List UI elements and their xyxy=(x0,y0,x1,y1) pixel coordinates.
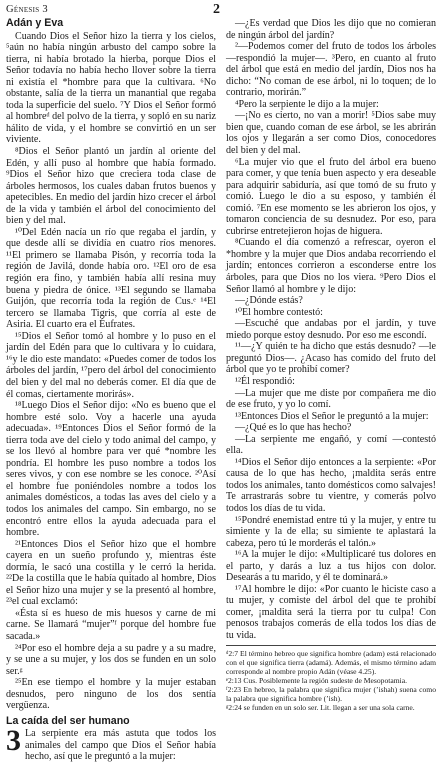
paragraph: ¹⁴Dios el Señor dijo entonces a la serpiente: «Por causa de lo que has hecho, ¡maldita serás entre todos los animales, tanto domésticos como salvajes! Te arrastrarás sobre tu vientre, y comerás polvo todos los días de tu vida. xyxy=(226,456,436,514)
footnote: ᵈ2:7 El término hebreo que significa hombre (adam) está relacionado con el que significa tierra (adamá). Además, el mismo término adam corresponde al nombre propio Adán (véase 4.25). xyxy=(226,648,436,676)
section-heading: La caída del ser humano xyxy=(6,714,130,727)
paragraph: ¹⁵Pondré enemistad entre tú y la mujer, y entre tu simiente y la de ella; su simiente te aplastará la cabeza, pero tú le morderás el talón.» xyxy=(226,514,436,549)
paragraph: ⁸Dios el Señor plantó un jardín al oriente del Edén, y allí puso al hombre que había formado. ⁹Dios el Señor hizo que creciera toda clase de árboles hermosos, los cuales daban frutos buenos y apetecibles. En medio del jardín hizo crecer el árbol de la vida y también el árbol del conocimiento del bien y del mal. xyxy=(6,146,216,227)
paragraph: ¹⁵Dios el Señor tomó al hombre y lo puso en el jardín del Edén para que lo cultivara y lo cuidara, ¹⁶y le dio este mandato: «Puedes comer de todos los árboles del jardín, ¹⁷pero del árbol del conocimiento del bien y del mal no deberás comer. El día que de él comas, ciertamente morirás». xyxy=(6,330,216,400)
paragraph: —¿Qué es lo que has hecho? xyxy=(235,422,352,434)
right-column xyxy=(226,18,436,712)
footnotes xyxy=(226,645,436,712)
paragraph: —La mujer que me diste por compañera me dio de ese fruto, y yo lo comí. xyxy=(226,387,436,411)
paragraph: —La serpiente me engañó, y comí —contestó ella. xyxy=(226,433,436,457)
paragraph: ¹²Él respondió: xyxy=(235,375,295,387)
page-number: 2 xyxy=(213,2,220,17)
paragraph: —¡No es cierto, no van a morir! ⁵Dios sabe muy bien que, cuando coman de ese árbol, se les abrirán los ojos y llegarán a ser como Dios, conocedores del bien y del mal. xyxy=(226,110,436,157)
book-chapter-label: Génesis 3 xyxy=(6,4,48,15)
paragraph: ¹⁰Del Edén nacía un río que regaba el jardín, y que desde allí se dividía en cuatro ríos menores. ¹¹El primero se llamaba Pisón, y recorría toda la región de Javilá, donde había oro. ¹²El oro de esa región era fino, y también había allí resina muy buena y piedra de ónice. ¹³El segundo se llamaba Guijón, que recorría toda la región de Cus.ᵉ ¹⁴El tercero se llamaba Tigris, que corría al este de Asiria. El cuarto era el Éufrates. xyxy=(6,226,216,331)
left-column xyxy=(6,18,216,763)
chapter-number: 3 xyxy=(6,724,21,758)
section-heading: Adán y Eva xyxy=(6,17,64,29)
paragraph: ¹⁰El hombre contestó: xyxy=(235,306,323,318)
paragraph: ⁸Cuando el día comenzó a refrescar, oyeron el *hombre y la mujer que Dios andaba recorriendo el jardín; entonces corrieron a esconderse entre los árboles, para que Dios no los viera. ⁹Pero Dios el Señor llamó al hombre y le dijo: xyxy=(226,237,436,295)
chapter-opening xyxy=(6,724,216,763)
paragraph: ⁶La mujer vio que el fruto del árbol era bueno para comer, y que tenía buen aspecto y era deseable para adquirir sabiduría, así que tomó de su fruto y comió. Luego le dio a su esposo, y también él comió. ⁷En ese momento se les abrieron los ojos, y tomaron conciencia de su desnudez. Por eso, para cubrirse entretejieron hojas de higuera. xyxy=(226,156,436,237)
paragraph: ²¹Entonces Dios el Señor hizo que el hombre cayera en un sueño profundo y, mientras éste dormía, le sacó una costilla y le cerró la herida. ²²De la costilla que le había quitado al hombre, Dios el Señor hizo una mujer y se la presentó al hombre, ²³el cual exclamó: xyxy=(6,538,216,608)
paragraph: ¹¹—¿Y quién te ha dicho que estás desnudo? —le preguntó Dios—. ¿Acaso has comido del fruto del árbol que yo te prohibí comer? xyxy=(226,341,436,376)
paragraph: ¹⁶A la mujer le dijo: «Multiplicaré tus dolores en el parto, y darás a luz a tus hijos con dolor. Desearás a tu marido, y él te dominará.» xyxy=(226,549,436,584)
paragraph: —¿Es verdad que Dios les dijo que no comieran de ningún árbol del jardín? xyxy=(226,18,436,41)
paragraph: ¹⁸Luego Dios el Señor dijo: «No es bueno que el hombre esté solo. Voy a hacerle una ayuda adecuada». ¹⁹Entonces Dios el Señor formó de la tierra toda ave del cielo y todo animal del campo, y se los llevó al hombre para ver qué *nombre les pondría. El hombre les puso nombre a todos los seres vivos, y con ese nombre se les conoce. ²⁰Así el hombre fue poniéndoles nombre a todos los animales domésticos, a todas las aves del cielo y a todos los animales del campo. Sin embargo, no se encontró entre ellos la ayuda adecuada para el hombre. xyxy=(6,400,216,539)
paragraph: ¹⁷Al hombre le dijo: «Por cuanto le hiciste caso a tu mujer, y comiste del árbol del que te prohibí comer, ¡maldita será la tierra por tu culpa! Con penosos trabajos comerás de ella todos los días de tu vida. xyxy=(226,583,436,641)
paragraph: ⁴Pero la serpiente le dijo a la mujer: xyxy=(235,98,379,110)
footnote: ᶠ2:23 En hebreo, la palabra que significa mujer (’ishah) suena como la palabra que significa hombre (’ish). xyxy=(226,684,436,703)
paragraph: ²⁵En ese tiempo el hombre y la mujer estaban desnudos, pero ninguno de los dos sentía vergüenza. xyxy=(6,677,216,712)
footnote: ᵉ2:13 Cus. Posiblemente la región sudeste de Mesopotamia. xyxy=(226,675,408,685)
paragraph: —Escuché que andabas por el jardín, y tuve miedo porque estoy desnudo. Por eso me escondí. xyxy=(226,318,436,341)
paragraph: ²—Podemos comer del fruto de todos los árboles —respondió la mujer—. ³Pero, en cuanto al fruto del árbol que está en medio del jardín, Dios nos ha dicho: “No coman de ese árbol, ni lo toquen; de lo contrario, morirán.” xyxy=(226,41,436,99)
paragraph: —¿Dónde estás? xyxy=(235,295,303,307)
chapter-opening-text: La serpiente era más astuta que todos los animales del campo que Dios el Señor había hecho, así que le preguntó a la mujer: xyxy=(25,728,216,763)
footnote: ᵍ2:24 se funden en un solo ser. Lit. llegan a ser una sola carne. xyxy=(226,702,415,712)
paragraph: Cuando Dios el Señor hizo la tierra y los cielos, ⁵aún no había ningún arbusto del campo sobre la tierra, ni había brotado la hierba, porque Dios el Señor todavía no había hecho llover sobre la tierra ni existía el *hombre para que la cultivara. ⁶No obstante, salía de la tierra un manantial que regaba toda la superficie del suelo. ⁷Y Dios el Señor formó al hombreᵈ del polvo de la tierra, y sopló en su nariz hálito de vida, y el hombre se convirtió en un ser viviente. xyxy=(6,30,216,146)
running-header xyxy=(6,4,434,18)
paragraph: ²⁴Por eso el hombre deja a su padre y a su madre, y se une a su mujer, y los dos se funden en un solo ser.ᵍ xyxy=(6,642,216,677)
paragraph: ¹³Entonces Dios el Señor le preguntó a la mujer: xyxy=(235,410,429,422)
poem-quote: «Ésta sí es hueso de mis huesos y carne de mi carne. Se llamará “mujer”ᶠ porque del hombre fue sacada.» xyxy=(6,607,216,642)
